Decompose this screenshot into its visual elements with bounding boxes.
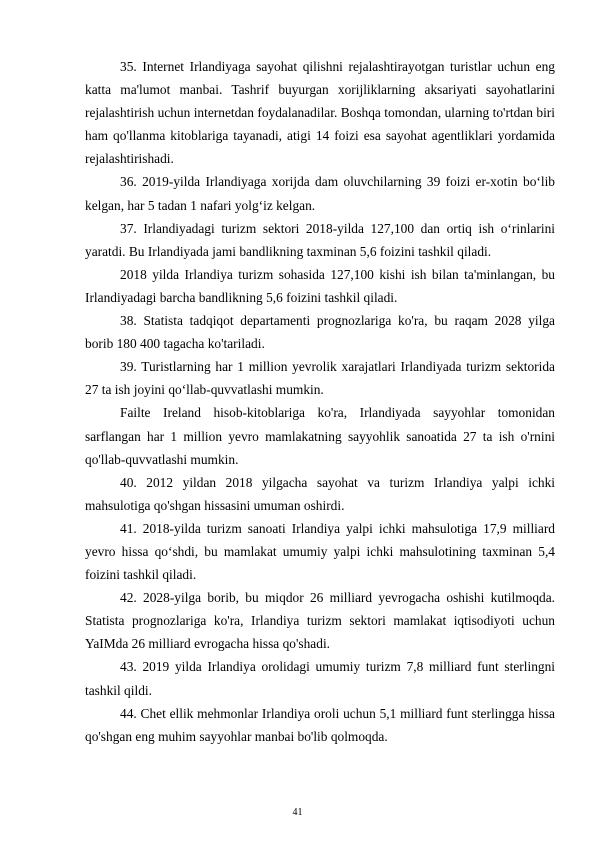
paragraph-37-note: 2018 yilda Irlandiya turizm sohasida 127,100 kishi ish bilan ta'minlangan, bu Irlandiyadagi barcha bandlikning 5,6 foizini tashkil qiladi. <box>85 266 555 305</box>
paragraph-40: 40. 2012 yildan 2018 yilgacha sayohat va turizm Irlandiya yalpi ichki mahsulotiga qo'shgan hissasini umuman oshirdi. <box>85 474 555 513</box>
paragraph-39-note: Failte Ireland hisob-kitoblariga ko'ra, Irlandiyada sayyohlar tomonidan sarflangan har 1 million yevro mamlakatning sayyohlik sanoatida 27 ta ish o'rnini qo'llab-quvvatlashi mumkin. <box>85 405 555 467</box>
paragraph-44: 44. Chet ellik mehmonlar Irlandiya oroli uchun 5,1 milliard funt sterlingga hissa qo'shgan eng muhim sayyohlar manbai bo'lib qolmoqda. <box>85 705 555 744</box>
paragraph-41: 41. 2018-yilda turizm sanoati Irlandiya yalpi ichki mahsulotiga 17,9 milliard yevro hissa qo‘shdi, bu mamlakat umumiy yalpi ichki mahsulotining taxminan 5,4 foizini tashkil qiladi. <box>85 520 555 583</box>
paragraph-38: 38. Statista tadqiqot departamenti prognozlariga ko'ra, bu raqam 2028 yilga borib 180 400 tagacha ko'tariladi. <box>85 313 555 352</box>
page-number: 41 <box>292 807 303 818</box>
paragraph-35: 35. Internet Irlandiyaga sayohat qilishni rejalashtirayotgan turistlar uchun eng katta ma'lumot manbai. Tashrif buyurgan xorijliklarning aksariyati sayohatlarini rejalashtirish uchun internetdan foydalanadilar. Boshqa tomondan, ularning to'rtdan biri ham qo'llanma kitoblariga tayanadi, atigi 14 foizi esa sayohat agentliklari yordamida rejalashtirishadi. <box>85 59 555 167</box>
paragraph-43: 43. 2019 yilda Irlandiya orolidagi umumiy turizm 7,8 milliard funt sterlingni tashkil qildi. <box>85 659 555 698</box>
document-body <box>85 55 555 748</box>
paragraph-42: 42. 2028-yilga borib, bu miqdor 26 milliard yevrogacha oshishi kutilmoqda. Statista prognozlariga ko'ra, Irlandiya turizm sektori mamlakat iqtisodiyoti uchun YaIMda 26 milliard evrogacha hissa qo'shadi. <box>85 590 555 652</box>
paragraph-39: 39. Turistlarning har 1 million yevrolik xarajatlari Irlandiyada turizm sektorida 27 ta ish joyini qo‘llab-quvvatlashi mumkin. <box>85 359 555 398</box>
paragraph-36: 36. 2019-yilda Irlandiyaga xorijda dam oluvchilarning 39 foizi er-xotin bo‘lib kelgan, har 5 tadan 1 nafari yolg‘iz kelgan. <box>85 174 555 213</box>
paragraph-37: 37. Irlandiyadagi turizm sektori 2018-yilda 127,100 dan ortiq ish o‘rinlarini yaratdi. Bu Irlandiyada jami bandlikning taxminan 5,6 foizini tashkil qiladi. <box>85 220 555 259</box>
